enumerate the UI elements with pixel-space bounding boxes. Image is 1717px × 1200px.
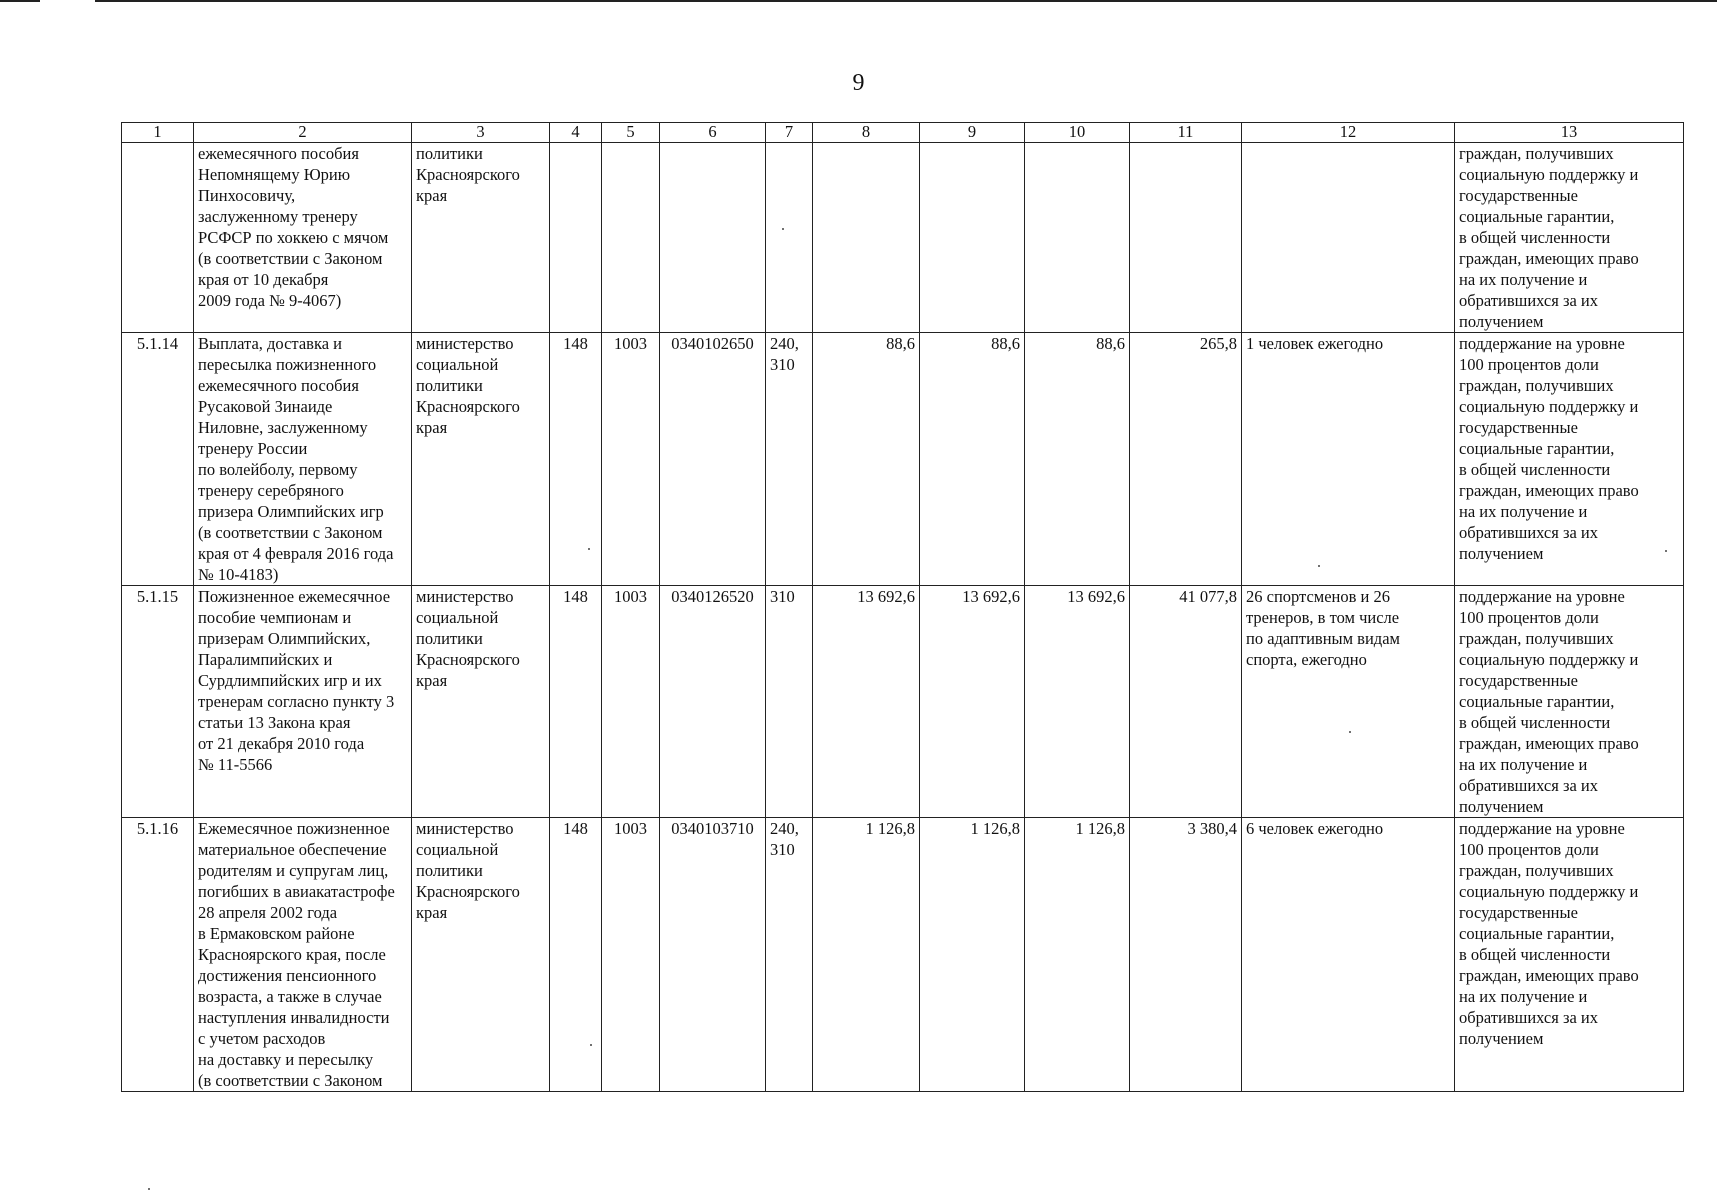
expected-result: 1 человек ежегодно — [1242, 333, 1455, 586]
vr-code: 310 — [766, 586, 813, 818]
page-number: 9 — [852, 70, 865, 96]
vr-code: 240, 310 — [766, 818, 813, 1092]
header-col-5: 5 — [602, 123, 660, 143]
year-1-amount: 88,6 — [813, 333, 920, 586]
csr-code — [660, 143, 766, 333]
vr-code: 240, 310 — [766, 333, 813, 586]
rzpr-code: 1003 — [602, 333, 660, 586]
year-3-amount: 88,6 — [1025, 333, 1130, 586]
grbs-code: 148 — [550, 586, 602, 818]
scan-speck — [588, 548, 590, 550]
year-2-amount: 88,6 — [920, 333, 1025, 586]
year-1-amount: 13 692,6 — [813, 586, 920, 818]
top-border-line — [0, 0, 1717, 2]
scan-speck — [590, 1044, 592, 1046]
budget-measures-table — [121, 122, 1684, 1092]
row-number: 5.1.14 — [122, 333, 194, 586]
header-col-11: 11 — [1130, 123, 1242, 143]
total-amount: 3 380,4 — [1130, 818, 1242, 1092]
scan-speck — [1349, 731, 1351, 733]
measure-name: Пожизненное ежемесячное пособие чемпионам и призерам Олимпийских, Паралимпийских и Сурдлимпийских игр и их тренерам согласно пункту 3 статьи 13 Закона края от 21 декабря 2010 года № 11-5566 — [194, 586, 412, 818]
rzpr-code: 1003 — [602, 586, 660, 818]
total-amount: 41 077,8 — [1130, 586, 1242, 818]
year-2-amount — [920, 143, 1025, 333]
year-3-amount — [1025, 143, 1130, 333]
year-3-amount: 1 126,8 — [1025, 818, 1130, 1092]
column-number-row — [122, 123, 1684, 143]
indicator: граждан, получивших социальную поддержку и государственные социальные гарантии, в общей численности граждан, имеющих право на их получение и обратившихся за их получением — [1455, 143, 1684, 333]
expected-result: 26 спортсменов и 26 тренеров, в том числе по адаптивным видам спорта, ежегодно — [1242, 586, 1455, 818]
scan-speck — [1665, 550, 1667, 552]
budget-administrator: политики Красноярского края — [412, 143, 550, 333]
scan-speck — [148, 1188, 150, 1190]
csr-code: 0340126520 — [660, 586, 766, 818]
header-col-7: 7 — [766, 123, 813, 143]
year-3-amount: 13 692,6 — [1025, 586, 1130, 818]
table-row — [122, 818, 1684, 1092]
row-number: 5.1.15 — [122, 586, 194, 818]
scan-speck — [1318, 565, 1320, 567]
budget-administrator: министерство социальной политики Красноярского края — [412, 586, 550, 818]
expected-result: 6 человек ежегодно — [1242, 818, 1455, 1092]
header-col-6: 6 — [660, 123, 766, 143]
indicator: поддержание на уровне 100 процентов доли граждан, получивших социальную поддержку и государственные социальные гарантии, в общей численности граждан, имеющих право на их получение и обратившихся за их получением — [1455, 818, 1684, 1092]
header-col-8: 8 — [813, 123, 920, 143]
budget-administrator: министерство социальной политики Красноярского края — [412, 333, 550, 586]
total-amount — [1130, 143, 1242, 333]
expected-result — [1242, 143, 1455, 333]
header-col-9: 9 — [920, 123, 1025, 143]
scan-speck — [782, 228, 784, 230]
year-1-amount: 1 126,8 — [813, 818, 920, 1092]
budget-administrator: министерство социальной политики Красноярского края — [412, 818, 550, 1092]
csr-code: 0340102650 — [660, 333, 766, 586]
header-col-12: 12 — [1242, 123, 1455, 143]
header-col-3: 3 — [412, 123, 550, 143]
total-amount: 265,8 — [1130, 333, 1242, 586]
row-number — [122, 143, 194, 333]
header-col-2: 2 — [194, 123, 412, 143]
year-2-amount: 13 692,6 — [920, 586, 1025, 818]
table-row — [122, 143, 1684, 333]
measure-name: Ежемесячное пожизненное материальное обеспечение родителям и супругам лиц, погибших в авиакатастрофе 28 апреля 2002 года в Ермаковском районе Красноярского края, после достижения пенсионного возраста, а также в случае наступления инвалидности с учетом расходов на доставку и пересылку (в соответствии с Законом — [194, 818, 412, 1092]
table-row — [122, 586, 1684, 818]
grbs-code: 148 — [550, 818, 602, 1092]
year-2-amount: 1 126,8 — [920, 818, 1025, 1092]
vr-code — [766, 143, 813, 333]
indicator: поддержание на уровне 100 процентов доли граждан, получивших социальную поддержку и государственные социальные гарантии, в общей численности граждан, имеющих право на их получение и обратившихся за их получением — [1455, 586, 1684, 818]
header-col-4: 4 — [550, 123, 602, 143]
header-col-10: 10 — [1025, 123, 1130, 143]
header-col-13: 13 — [1455, 123, 1684, 143]
header-col-1: 1 — [122, 123, 194, 143]
row-number: 5.1.16 — [122, 818, 194, 1092]
grbs-code — [550, 143, 602, 333]
indicator: поддержание на уровне 100 процентов доли граждан, получивших социальную поддержку и государственные социальные гарантии, в общей численности граждан, имеющих право на их получение и обратившихся за их получением — [1455, 333, 1684, 586]
year-1-amount — [813, 143, 920, 333]
rzpr-code: 1003 — [602, 818, 660, 1092]
rzpr-code — [602, 143, 660, 333]
top-border-gap — [40, 0, 95, 2]
grbs-code: 148 — [550, 333, 602, 586]
measure-name: ежемесячного пособия Непомнящему Юрию Пинхосовичу, заслуженному тренеру РСФСР по хоккею с мячом (в соответствии с Законом края от 10 декабря 2009 года № 9-4067) — [194, 143, 412, 333]
table-row — [122, 333, 1684, 586]
csr-code: 0340103710 — [660, 818, 766, 1092]
measure-name: Выплата, доставка и пересылка пожизненного ежемесячного пособия Русаковой Зинаиде Ниловне, заслуженному тренеру России по волейболу, первому тренеру серебряного призера Олимпийских игр (в соответствии с Законом края от 4 февраля 2016 года № 10-4183) — [194, 333, 412, 586]
